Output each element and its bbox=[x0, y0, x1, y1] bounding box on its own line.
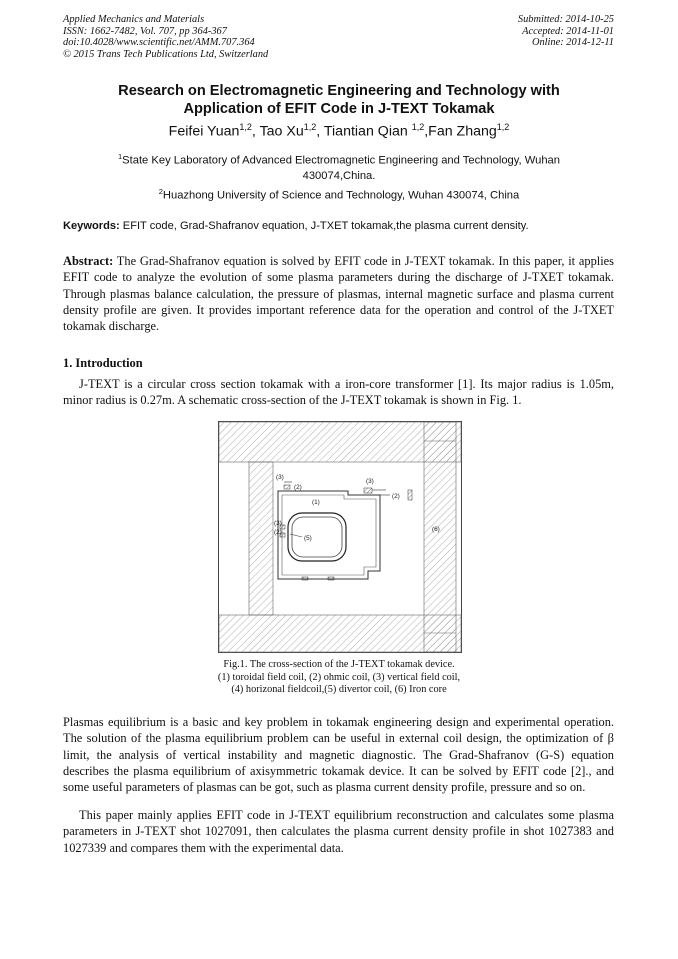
paragraph: Plasmas equilibrium is a basic and key problem in tokamak engineering design and experimental operation. The solution of the plasma equilibrium problem can be useful in external coil design, the optimization of β limit, the analysis of vertical instability and magnetic diagnostic. The Grad-Shafranov (G-S) equation describes the plasma equilibrium of axisymmetric tokamak device. It can be solved by EFIT code [2]., and some useful parameters of plasmas can be got, such as plasma current density profile, pressure and so on. bbox=[63, 715, 614, 795]
affiliation-number: 2 bbox=[158, 187, 163, 196]
author-separator: , bbox=[251, 123, 260, 140]
author-name: Tao Xu bbox=[259, 123, 304, 140]
paragraph: This paper mainly applies EFIT code in J-TEXT equilibrium reconstruction and calculates some plasma parameters in J-TEXT shot 1027091, then calculates the plasma current density profile in shot 1027383 and 1027339 and compares them with the experimental data. bbox=[63, 808, 614, 855]
doi-line: doi:10.4028/www.scientific.net/AMM.707.364 bbox=[63, 37, 255, 49]
author-list bbox=[60, 122, 618, 140]
ohmic-coil bbox=[408, 490, 412, 500]
affiliation-text: 430074,China. bbox=[302, 169, 376, 182]
paragraph: J-TEXT is a circular cross section tokamak with a iron-core transformer [1]. Its major radius is 1.05m, minor radius is 0.27m. A schematic cross-section of the J-TEXT tokamak is shown in Fig. 1. bbox=[63, 377, 614, 408]
affiliation-2 bbox=[80, 184, 598, 204]
keywords-text: EFIT code, Grad-Shafranov equation, J-TXET tokamak,the plasma current density. bbox=[119, 220, 529, 232]
figure-label: (2) bbox=[392, 493, 400, 500]
affiliation-text: Huazhong University of Science and Technology, Wuhan 430074, China bbox=[162, 189, 520, 202]
figure-1 bbox=[218, 421, 462, 653]
figure-label: (3) bbox=[366, 478, 374, 485]
author-affil-sup: 1,2 bbox=[239, 122, 252, 132]
figure-caption bbox=[150, 659, 528, 697]
title-line-1: Research on Electromagnetic Engineering and Technology with bbox=[118, 83, 560, 99]
author-affil-sup: 1,2 bbox=[496, 122, 510, 132]
figure-label: (6) bbox=[432, 526, 440, 533]
figure-label: (2) bbox=[294, 484, 302, 491]
iron-core-left bbox=[249, 462, 273, 615]
accepted-date: Accepted: 2014-11-01 bbox=[522, 25, 614, 37]
iron-core-right bbox=[424, 422, 456, 652]
author-separator: , bbox=[316, 123, 324, 140]
affiliation-1 bbox=[80, 149, 598, 184]
ohmic-coil bbox=[328, 577, 334, 580]
tokamak-cross-section-diagram bbox=[218, 421, 462, 653]
caption-line: (4) horizonal fieldcoil,(5) divertor coil, (6) Iron core bbox=[231, 684, 447, 696]
ohmic-coil bbox=[364, 488, 372, 493]
figure-label: (1) bbox=[312, 499, 320, 506]
affiliation-number: 1 bbox=[117, 152, 123, 161]
abstract-label: Abstract: bbox=[63, 254, 114, 268]
plasma-chamber bbox=[288, 513, 346, 561]
ohmic-coil bbox=[302, 577, 308, 580]
journal-header bbox=[63, 14, 268, 60]
author-name: Fan Zhang bbox=[428, 123, 497, 140]
ohmic-coil bbox=[284, 485, 290, 489]
figure-label: (3) bbox=[276, 474, 284, 481]
author-name: Tiantian Qian bbox=[323, 123, 412, 140]
author-affil-sup: 1,2 bbox=[303, 122, 317, 132]
author-affil-sup: 1,2 bbox=[411, 122, 425, 132]
figure-label: (5) bbox=[304, 535, 312, 542]
dates-header bbox=[518, 14, 614, 49]
abstract-text: The Grad-Shafranov equation is solved by EFIT code in J-TEXT tokamak. In this paper, it applies EFIT code to analyze the evolution of some plasma parameters during the discharge of J-TXET tokamak. Through plasmas balance calculation, the pressure of plasmas, internal magnetic surface and plasma current density profile are given. It provides important reference data for the operation and control of the J-TXET tokamak discharge. bbox=[63, 254, 614, 334]
journal-name: Applied Mechanics and Materials bbox=[63, 14, 205, 25]
online-date: Online: 2014-12-11 bbox=[531, 37, 614, 49]
copyright-line: © 2015 Trans Tech Publications Ltd, Switzerland bbox=[63, 48, 269, 60]
keywords-label: Keywords: bbox=[63, 220, 120, 232]
issn-line: ISSN: 1662-7482, Vol. 707, pp 364-367 bbox=[63, 25, 227, 37]
section-heading: 1. Introduction bbox=[63, 356, 143, 370]
figure-label: (3) bbox=[274, 520, 282, 527]
affiliation-text: State Key Laboratory of Advanced Electromagnetic Engineering and Technology, Wuhan bbox=[122, 154, 560, 167]
author-name: Feifei Yuan bbox=[168, 123, 240, 140]
submitted-date: Submitted: 2014-10-25 bbox=[517, 14, 614, 25]
keywords bbox=[63, 220, 619, 232]
author-separator: , bbox=[424, 123, 429, 140]
title-line-2: Application of EFIT Code in J-TEXT Tokamak bbox=[183, 101, 495, 117]
caption-line: Fig.1. The cross-section of the J-TEXT tokamak device. bbox=[223, 659, 455, 670]
paper-title bbox=[60, 82, 618, 118]
caption-line: (1) toroidal field coil, (2) ohmic coil, (3) vertical field coil, bbox=[217, 671, 461, 683]
figure-label: (2) bbox=[274, 529, 282, 536]
abstract bbox=[63, 253, 614, 334]
